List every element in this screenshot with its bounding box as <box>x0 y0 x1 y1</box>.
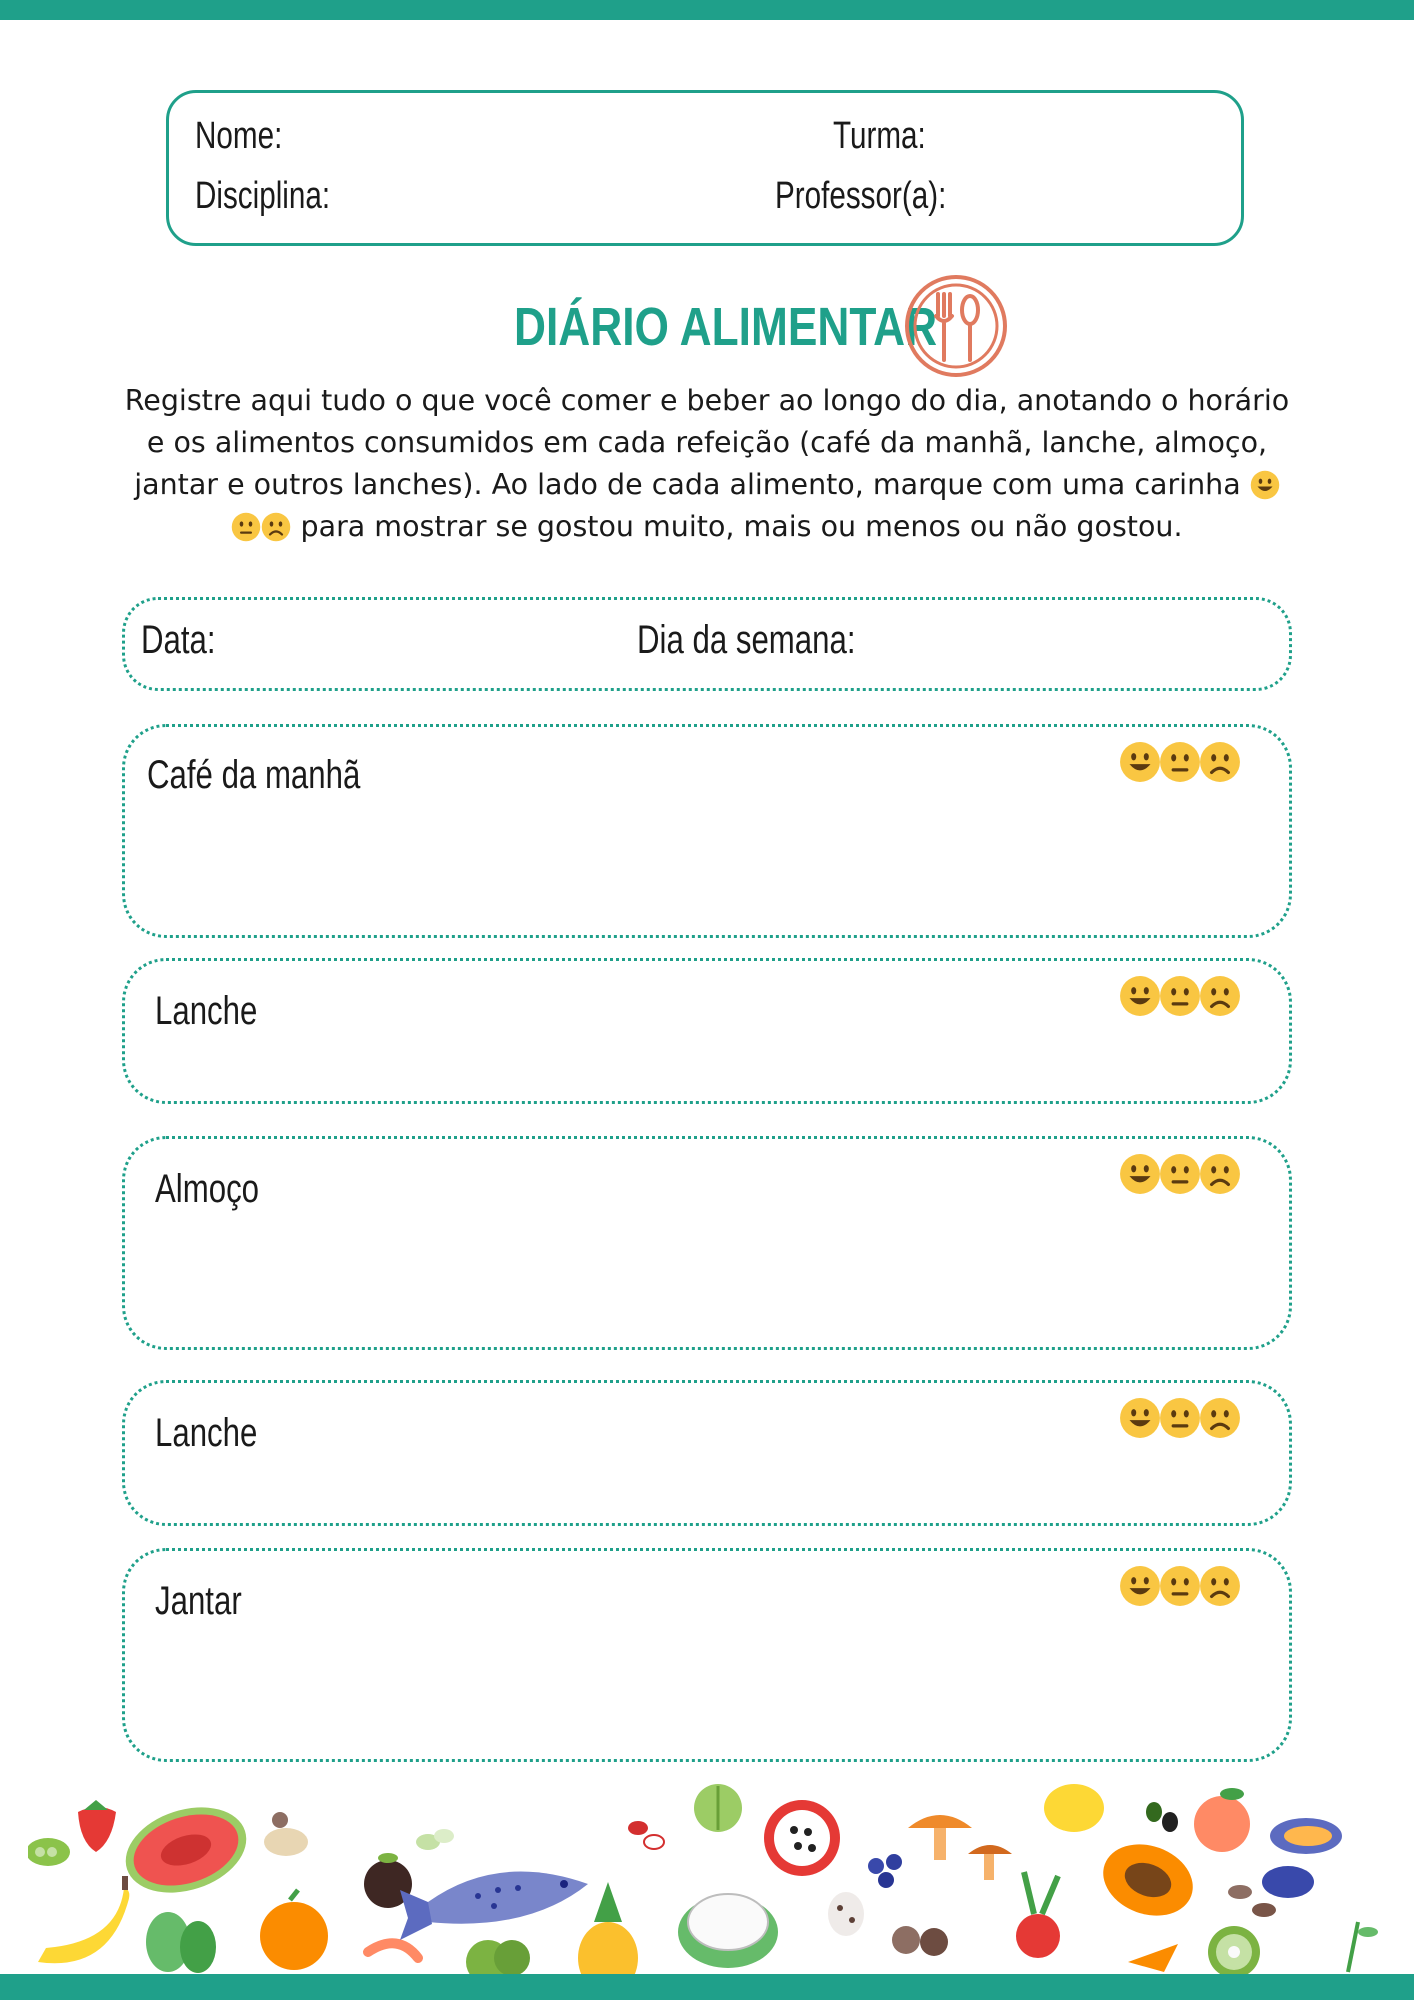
rating-faces <box>1119 1397 1243 1439</box>
sad-face-icon <box>261 512 291 542</box>
instructions-line-4-row <box>90 506 1324 548</box>
instructions-line-3-row <box>90 464 1324 506</box>
happy-face-icon[interactable] <box>1119 1153 1161 1195</box>
instructions-line-3: jantar e outros lanches). Ao lado de cada alimento, marque com uma carinha <box>134 468 1241 501</box>
happy-face-icon[interactable] <box>1119 1397 1161 1439</box>
neutral-face-icon[interactable] <box>1159 1565 1201 1607</box>
date-box <box>122 597 1292 691</box>
meal-label: Lanche <box>155 1411 258 1455</box>
nuts-icon <box>892 1926 948 1956</box>
kiwi-icon <box>1208 1926 1260 1974</box>
meal-label: Lanche <box>155 989 258 1033</box>
sad-face-icon[interactable] <box>1199 1397 1241 1439</box>
cutlery-icon <box>902 272 1010 380</box>
neutral-face-icon <box>231 512 261 542</box>
papaya-icon <box>115 1793 258 1907</box>
cabbage-icon <box>694 1784 742 1832</box>
pistachio-icon <box>416 1829 454 1850</box>
student-info-box <box>166 90 1244 246</box>
sad-face-icon[interactable] <box>1199 975 1241 1017</box>
pineapple-icon <box>578 1882 638 1974</box>
mushroom-icon <box>908 1815 1012 1880</box>
instructions-line-1: Registre aqui tudo o que você comer e beber ao longo do dia, anotando o horário <box>124 384 1290 417</box>
bottom-accent-bar <box>0 1974 1414 2000</box>
banana-icon <box>38 1876 129 1963</box>
happy-face-icon[interactable] <box>1119 1565 1161 1607</box>
spinach-icon <box>146 1912 216 1973</box>
meal-label: Café da manhã <box>147 753 361 797</box>
rating-faces <box>1119 741 1243 783</box>
pomegranate-icon <box>764 1800 840 1876</box>
page-title: DIÁRIO ALIMENTAR <box>514 297 938 357</box>
neutral-face-icon[interactable] <box>1159 1153 1201 1195</box>
herb-icon <box>1348 1922 1378 1972</box>
sad-face-icon[interactable] <box>1199 1565 1241 1607</box>
disciplina-label: Disciplina: <box>195 175 331 217</box>
food-illustration-band <box>28 1772 1386 1974</box>
egg-icon <box>828 1892 864 1936</box>
turma-label: Turma: <box>833 115 926 157</box>
meal-box-jantar <box>122 1548 1292 1762</box>
garlic-icon <box>264 1812 308 1856</box>
meal-box-almoco <box>122 1136 1292 1350</box>
blueberry-icon <box>868 1854 902 1888</box>
neutral-face-icon[interactable] <box>1159 1397 1201 1439</box>
meal-label: Jantar <box>155 1579 242 1623</box>
nome-label: Nome: <box>195 115 283 157</box>
happy-face-icon <box>1250 470 1280 500</box>
orange-icon <box>260 1890 328 1970</box>
dia-semana-label: Dia da semana: <box>637 618 856 662</box>
neutral-face-icon[interactable] <box>1159 741 1201 783</box>
strawberry-icon <box>78 1800 116 1852</box>
shrimp-icon <box>368 1943 418 1958</box>
instructions-text <box>90 380 1324 548</box>
rating-faces <box>1119 975 1243 1017</box>
meal-box-lanche-1 <box>122 958 1292 1104</box>
mussel-icon <box>1262 1818 1342 1898</box>
cauliflower-icon <box>678 1894 778 1968</box>
neutral-face-icon[interactable] <box>1159 975 1201 1017</box>
data-label: Data: <box>141 618 216 662</box>
peas-icon <box>28 1838 70 1866</box>
beet-icon <box>1016 1872 1060 1958</box>
olive-icon <box>1146 1802 1178 1832</box>
papaya-half-icon <box>1093 1832 1203 1927</box>
fish-icon <box>400 1872 588 1940</box>
sad-face-icon[interactable] <box>1199 1153 1241 1195</box>
rating-faces <box>1119 1153 1243 1195</box>
happy-face-icon[interactable] <box>1119 975 1161 1017</box>
happy-face-icon[interactable] <box>1119 741 1161 783</box>
professor-label: Professor(a): <box>775 175 947 217</box>
beans-icon <box>628 1821 664 1849</box>
instructions-line-4: para mostrar se gostou muito, mais ou menos ou não gostou. <box>300 510 1183 543</box>
meal-box-cafe-da-manha <box>122 724 1292 938</box>
rating-faces <box>1119 1565 1243 1607</box>
meal-label: Almoço <box>155 1167 260 1211</box>
carrot-icon <box>1128 1944 1178 1972</box>
lemon-icon <box>1044 1784 1104 1832</box>
title-row <box>0 272 1414 382</box>
meal-box-lanche-2 <box>122 1380 1292 1526</box>
peach-icon <box>1194 1788 1250 1852</box>
sad-face-icon[interactable] <box>1199 741 1241 783</box>
instructions-line-2: e os alimentos consumidos em cada refeição (café da manhã, lanche, almoço, <box>146 426 1268 459</box>
top-accent-bar <box>0 0 1414 20</box>
broccoli-icon <box>466 1940 530 1974</box>
